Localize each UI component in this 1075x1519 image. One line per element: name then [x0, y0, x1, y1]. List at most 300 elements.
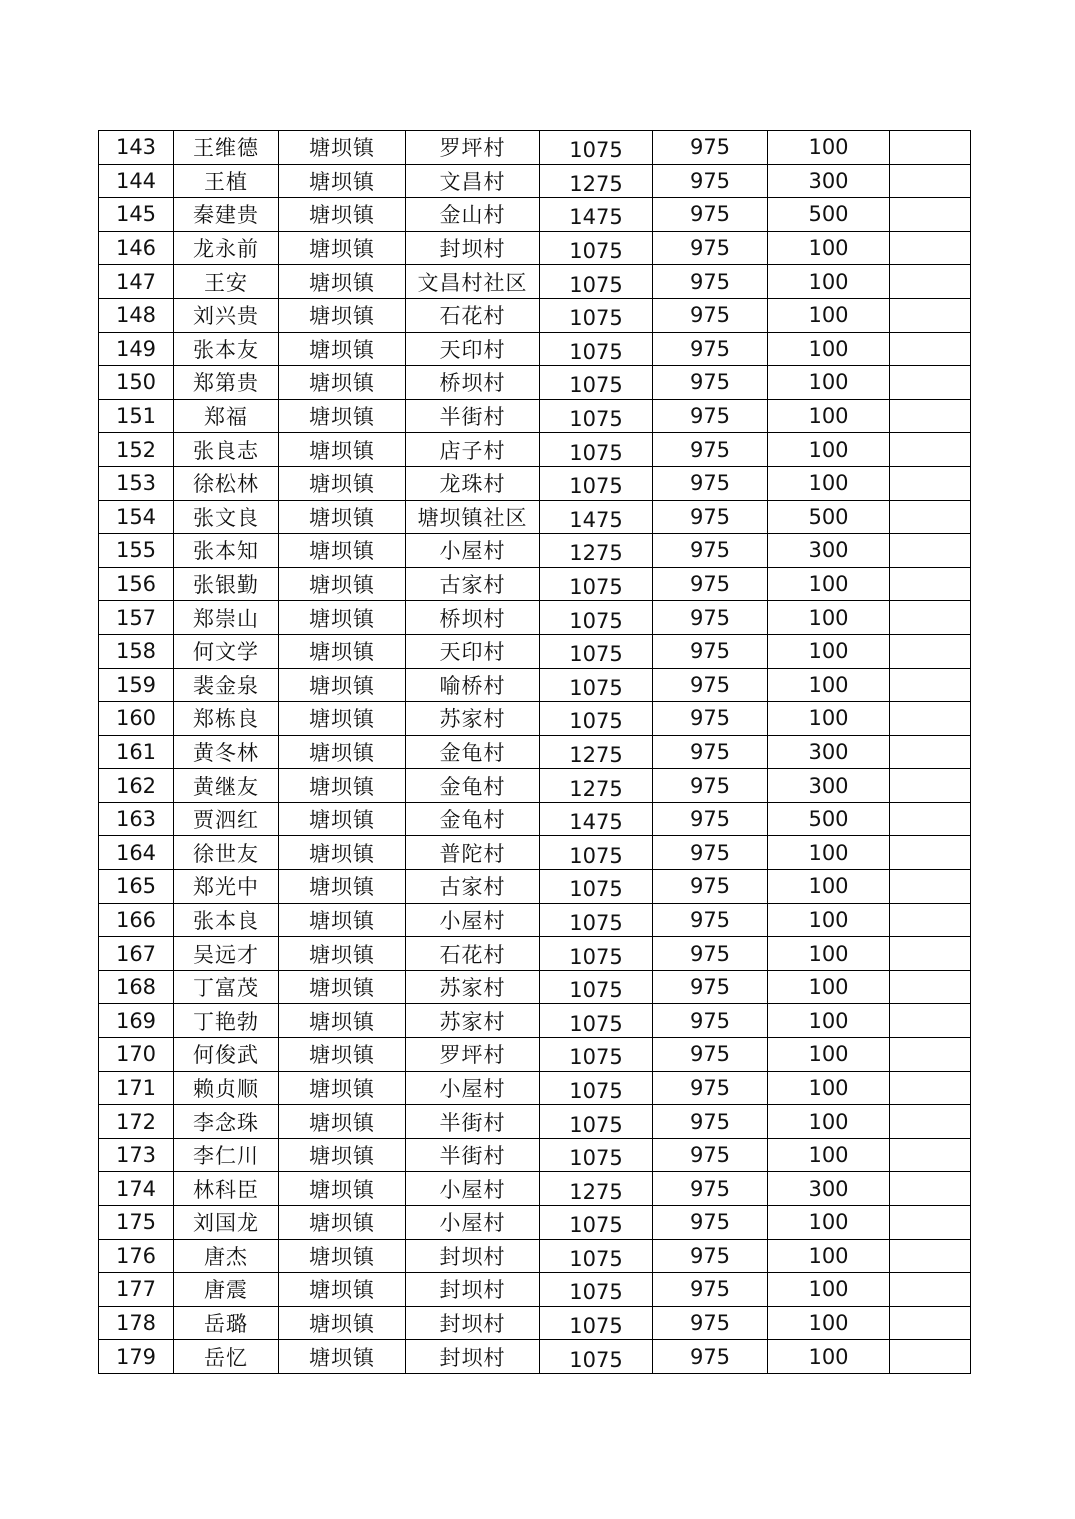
town-cell: 塘坝镇: [279, 903, 406, 937]
town-cell: 塘坝镇: [279, 231, 406, 265]
row-number: 164: [99, 836, 174, 870]
table-row: [99, 1172, 971, 1206]
row-number: 174: [99, 1172, 174, 1206]
remark-cell: [890, 1038, 971, 1072]
village-cell: 文昌村: [406, 164, 540, 198]
row-number: 144: [99, 164, 174, 198]
amount-total-cell: 1075: [540, 332, 653, 366]
village-cell: 封坝村: [406, 231, 540, 265]
town-cell: 塘坝镇: [279, 1206, 406, 1240]
table-row: [99, 1306, 971, 1340]
table-row: [99, 332, 971, 366]
remark-cell: [890, 1239, 971, 1273]
row-number: 160: [99, 702, 174, 736]
amount-extra-cell: 100: [768, 836, 890, 870]
town-cell: 塘坝镇: [279, 601, 406, 635]
amount-total-cell: 1075: [540, 298, 653, 332]
table-body: [99, 131, 971, 1374]
name-cell: 郑光中: [174, 870, 279, 904]
village-cell: 罗坪村: [406, 1038, 540, 1072]
remark-cell: [890, 1004, 971, 1038]
table-row: [99, 1273, 971, 1307]
amount-total-cell: 1075: [540, 1306, 653, 1340]
town-cell: 塘坝镇: [279, 534, 406, 568]
village-cell: 古家村: [406, 567, 540, 601]
village-cell: 金山村: [406, 198, 540, 232]
remark-cell: [890, 802, 971, 836]
name-cell: 张本知: [174, 534, 279, 568]
amount-extra-cell: 100: [768, 937, 890, 971]
table-row: [99, 534, 971, 568]
remark-cell: [890, 567, 971, 601]
row-number: 154: [99, 500, 174, 534]
row-number: 175: [99, 1206, 174, 1240]
amount-extra-cell: 100: [768, 702, 890, 736]
remark-cell: [890, 970, 971, 1004]
row-number: 157: [99, 601, 174, 635]
name-cell: 何俊武: [174, 1038, 279, 1072]
amount-total-cell: 1075: [540, 903, 653, 937]
town-cell: 塘坝镇: [279, 702, 406, 736]
amount-base-cell: 975: [653, 366, 768, 400]
name-cell: 郑崇山: [174, 601, 279, 635]
amount-extra-cell: 100: [768, 1004, 890, 1038]
village-cell: 塘坝镇社区: [406, 500, 540, 534]
town-cell: 塘坝镇: [279, 366, 406, 400]
town-cell: 塘坝镇: [279, 399, 406, 433]
remark-cell: [890, 1306, 971, 1340]
town-cell: 塘坝镇: [279, 1038, 406, 1072]
amount-extra-cell: 100: [768, 1038, 890, 1072]
town-cell: 塘坝镇: [279, 735, 406, 769]
row-number: 145: [99, 198, 174, 232]
amount-extra-cell: 100: [768, 332, 890, 366]
amount-base-cell: 975: [653, 702, 768, 736]
amount-base-cell: 975: [653, 1273, 768, 1307]
table-row: [99, 366, 971, 400]
amount-total-cell: 1075: [540, 668, 653, 702]
village-cell: 苏家村: [406, 970, 540, 1004]
amount-total-cell: 1075: [540, 937, 653, 971]
name-cell: 徐松林: [174, 466, 279, 500]
table-row: [99, 1038, 971, 1072]
town-cell: 塘坝镇: [279, 298, 406, 332]
village-cell: 桥坝村: [406, 366, 540, 400]
amount-total-cell: 1075: [540, 702, 653, 736]
amount-extra-cell: 100: [768, 870, 890, 904]
amount-extra-cell: 100: [768, 1071, 890, 1105]
amount-total-cell: 1275: [540, 534, 653, 568]
village-cell: 普陀村: [406, 836, 540, 870]
amount-total-cell: 1075: [540, 231, 653, 265]
table-row: [99, 1105, 971, 1139]
amount-base-cell: 975: [653, 870, 768, 904]
row-number: 155: [99, 534, 174, 568]
amount-base-cell: 975: [653, 1340, 768, 1374]
remark-cell: [890, 1071, 971, 1105]
name-cell: 吴远才: [174, 937, 279, 971]
table-row: [99, 668, 971, 702]
name-cell: 岳璐: [174, 1306, 279, 1340]
row-number: 170: [99, 1038, 174, 1072]
town-cell: 塘坝镇: [279, 1340, 406, 1374]
table-row: [99, 1340, 971, 1374]
village-cell: 金龟村: [406, 769, 540, 803]
table-row: [99, 298, 971, 332]
row-number: 169: [99, 1004, 174, 1038]
remark-cell: [890, 366, 971, 400]
town-cell: 塘坝镇: [279, 802, 406, 836]
amount-total-cell: 1075: [540, 366, 653, 400]
remark-cell: [890, 634, 971, 668]
amount-base-cell: 975: [653, 534, 768, 568]
amount-total-cell: 1275: [540, 735, 653, 769]
remark-cell: [890, 198, 971, 232]
table-row: [99, 131, 971, 165]
amount-base-cell: 975: [653, 1138, 768, 1172]
amount-total-cell: 1075: [540, 433, 653, 467]
table-row: [99, 567, 971, 601]
table-row: [99, 399, 971, 433]
table-row: [99, 601, 971, 635]
amount-base-cell: 975: [653, 198, 768, 232]
remark-cell: [890, 1172, 971, 1206]
row-number: 146: [99, 231, 174, 265]
amount-extra-cell: 100: [768, 1206, 890, 1240]
amount-total-cell: 1075: [540, 634, 653, 668]
remark-cell: [890, 332, 971, 366]
amount-base-cell: 975: [653, 1206, 768, 1240]
amount-extra-cell: 100: [768, 1273, 890, 1307]
amount-total-cell: 1075: [540, 1273, 653, 1307]
village-cell: 半街村: [406, 399, 540, 433]
amount-base-cell: 975: [653, 1004, 768, 1038]
amount-extra-cell: 100: [768, 634, 890, 668]
remark-cell: [890, 735, 971, 769]
town-cell: 塘坝镇: [279, 198, 406, 232]
village-cell: 喻桥村: [406, 668, 540, 702]
amount-total-cell: 1075: [540, 131, 653, 165]
town-cell: 塘坝镇: [279, 870, 406, 904]
amount-extra-cell: 100: [768, 567, 890, 601]
town-cell: 塘坝镇: [279, 131, 406, 165]
data-table: [98, 130, 971, 1374]
remark-cell: [890, 937, 971, 971]
row-number: 178: [99, 1306, 174, 1340]
row-number: 165: [99, 870, 174, 904]
amount-total-cell: 1075: [540, 970, 653, 1004]
amount-base-cell: 975: [653, 131, 768, 165]
table-row: [99, 735, 971, 769]
amount-base-cell: 975: [653, 668, 768, 702]
table-row: [99, 164, 971, 198]
row-number: 162: [99, 769, 174, 803]
amount-extra-cell: 100: [768, 601, 890, 635]
amount-extra-cell: 500: [768, 198, 890, 232]
amount-base-cell: 975: [653, 735, 768, 769]
town-cell: 塘坝镇: [279, 937, 406, 971]
town-cell: 塘坝镇: [279, 1071, 406, 1105]
remark-cell: [890, 399, 971, 433]
name-cell: 郑第贵: [174, 366, 279, 400]
table-row: [99, 1071, 971, 1105]
amount-extra-cell: 100: [768, 366, 890, 400]
table-row: [99, 769, 971, 803]
amount-extra-cell: 300: [768, 1172, 890, 1206]
village-cell: 封坝村: [406, 1273, 540, 1307]
amount-total-cell: 1075: [540, 399, 653, 433]
amount-total-cell: 1475: [540, 500, 653, 534]
town-cell: 塘坝镇: [279, 1172, 406, 1206]
name-cell: 王维德: [174, 131, 279, 165]
row-number: 159: [99, 668, 174, 702]
amount-base-cell: 975: [653, 836, 768, 870]
amount-total-cell: 1075: [540, 265, 653, 299]
remark-cell: [890, 466, 971, 500]
village-cell: 苏家村: [406, 702, 540, 736]
remark-cell: [890, 903, 971, 937]
amount-base-cell: 975: [653, 1306, 768, 1340]
amount-extra-cell: 100: [768, 231, 890, 265]
table-row: [99, 937, 971, 971]
town-cell: 塘坝镇: [279, 1004, 406, 1038]
amount-base-cell: 975: [653, 332, 768, 366]
amount-extra-cell: 300: [768, 769, 890, 803]
table-row: [99, 198, 971, 232]
remark-cell: [890, 1138, 971, 1172]
village-cell: 小屋村: [406, 534, 540, 568]
amount-extra-cell: 100: [768, 1138, 890, 1172]
row-number: 166: [99, 903, 174, 937]
name-cell: 张本良: [174, 903, 279, 937]
village-cell: 封坝村: [406, 1306, 540, 1340]
remark-cell: [890, 231, 971, 265]
table-row: [99, 903, 971, 937]
town-cell: 塘坝镇: [279, 1273, 406, 1307]
amount-extra-cell: 100: [768, 265, 890, 299]
remark-cell: [890, 769, 971, 803]
amount-base-cell: 975: [653, 769, 768, 803]
amount-extra-cell: 100: [768, 970, 890, 1004]
amount-base-cell: 975: [653, 466, 768, 500]
amount-extra-cell: 500: [768, 500, 890, 534]
town-cell: 塘坝镇: [279, 164, 406, 198]
amount-base-cell: 975: [653, 1172, 768, 1206]
name-cell: 龙永前: [174, 231, 279, 265]
village-cell: 店子村: [406, 433, 540, 467]
amount-base-cell: 975: [653, 1239, 768, 1273]
name-cell: 黄继友: [174, 769, 279, 803]
amount-total-cell: 1075: [540, 836, 653, 870]
name-cell: 徐世友: [174, 836, 279, 870]
amount-extra-cell: 100: [768, 466, 890, 500]
amount-total-cell: 1075: [540, 601, 653, 635]
town-cell: 塘坝镇: [279, 466, 406, 500]
table-row: [99, 702, 971, 736]
amount-base-cell: 975: [653, 1071, 768, 1105]
row-number: 150: [99, 366, 174, 400]
town-cell: 塘坝镇: [279, 1138, 406, 1172]
village-cell: 封坝村: [406, 1239, 540, 1273]
amount-extra-cell: 100: [768, 131, 890, 165]
amount-extra-cell: 100: [768, 298, 890, 332]
row-number: 179: [99, 1340, 174, 1374]
amount-base-cell: 975: [653, 1105, 768, 1139]
village-cell: 天印村: [406, 332, 540, 366]
row-number: 147: [99, 265, 174, 299]
name-cell: 张文良: [174, 500, 279, 534]
amount-total-cell: 1075: [540, 1071, 653, 1105]
village-cell: 苏家村: [406, 1004, 540, 1038]
remark-cell: [890, 164, 971, 198]
row-number: 168: [99, 970, 174, 1004]
remark-cell: [890, 534, 971, 568]
name-cell: 李仁川: [174, 1138, 279, 1172]
remark-cell: [890, 836, 971, 870]
town-cell: 塘坝镇: [279, 1239, 406, 1273]
row-number: 149: [99, 332, 174, 366]
village-cell: 金龟村: [406, 735, 540, 769]
name-cell: 郑栋良: [174, 702, 279, 736]
village-cell: 封坝村: [406, 1340, 540, 1374]
village-cell: 小屋村: [406, 903, 540, 937]
table-row: [99, 433, 971, 467]
table-row: [99, 634, 971, 668]
amount-extra-cell: 100: [768, 433, 890, 467]
amount-total-cell: 1075: [540, 870, 653, 904]
amount-total-cell: 1075: [540, 1239, 653, 1273]
amount-base-cell: 975: [653, 265, 768, 299]
table-row: [99, 1206, 971, 1240]
town-cell: 塘坝镇: [279, 433, 406, 467]
name-cell: 张银勤: [174, 567, 279, 601]
table-row: [99, 802, 971, 836]
name-cell: 唐震: [174, 1273, 279, 1307]
table-row: [99, 1138, 971, 1172]
row-number: 163: [99, 802, 174, 836]
amount-extra-cell: 100: [768, 903, 890, 937]
amount-extra-cell: 300: [768, 735, 890, 769]
table-row: [99, 836, 971, 870]
amount-total-cell: 1075: [540, 567, 653, 601]
row-number: 143: [99, 131, 174, 165]
row-number: 152: [99, 433, 174, 467]
amount-base-cell: 975: [653, 937, 768, 971]
table-row: [99, 1004, 971, 1038]
amount-total-cell: 1075: [540, 1004, 653, 1038]
remark-cell: [890, 298, 971, 332]
table-row: [99, 265, 971, 299]
town-cell: 塘坝镇: [279, 668, 406, 702]
amount-total-cell: 1275: [540, 1172, 653, 1206]
amount-base-cell: 975: [653, 231, 768, 265]
remark-cell: [890, 870, 971, 904]
amount-base-cell: 975: [653, 567, 768, 601]
amount-base-cell: 975: [653, 634, 768, 668]
village-cell: 小屋村: [406, 1071, 540, 1105]
name-cell: 刘兴贵: [174, 298, 279, 332]
row-number: 173: [99, 1138, 174, 1172]
name-cell: 刘国龙: [174, 1206, 279, 1240]
name-cell: 秦建贵: [174, 198, 279, 232]
table-row: [99, 870, 971, 904]
remark-cell: [890, 668, 971, 702]
remark-cell: [890, 131, 971, 165]
name-cell: 赖贞顺: [174, 1071, 279, 1105]
row-number: 167: [99, 937, 174, 971]
amount-total-cell: 1275: [540, 769, 653, 803]
village-cell: 文昌村社区: [406, 265, 540, 299]
town-cell: 塘坝镇: [279, 634, 406, 668]
name-cell: 何文学: [174, 634, 279, 668]
table-row: [99, 231, 971, 265]
village-cell: 半街村: [406, 1105, 540, 1139]
village-cell: 半街村: [406, 1138, 540, 1172]
amount-extra-cell: 300: [768, 534, 890, 568]
village-cell: 天印村: [406, 634, 540, 668]
village-cell: 罗坪村: [406, 131, 540, 165]
name-cell: 王安: [174, 265, 279, 299]
town-cell: 塘坝镇: [279, 1105, 406, 1139]
name-cell: 裴金泉: [174, 668, 279, 702]
row-number: 148: [99, 298, 174, 332]
amount-base-cell: 975: [653, 399, 768, 433]
name-cell: 丁艳勃: [174, 1004, 279, 1038]
row-number: 171: [99, 1071, 174, 1105]
amount-total-cell: 1075: [540, 1340, 653, 1374]
remark-cell: [890, 601, 971, 635]
amount-total-cell: 1075: [540, 466, 653, 500]
amount-base-cell: 975: [653, 601, 768, 635]
amount-extra-cell: 100: [768, 1306, 890, 1340]
table-row: [99, 970, 971, 1004]
village-cell: 桥坝村: [406, 601, 540, 635]
row-number: 176: [99, 1239, 174, 1273]
row-number: 153: [99, 466, 174, 500]
amount-base-cell: 975: [653, 1038, 768, 1072]
amount-extra-cell: 500: [768, 802, 890, 836]
amount-extra-cell: 100: [768, 399, 890, 433]
amount-total-cell: 1475: [540, 198, 653, 232]
town-cell: 塘坝镇: [279, 500, 406, 534]
village-cell: 石花村: [406, 937, 540, 971]
name-cell: 贾泗红: [174, 802, 279, 836]
name-cell: 林科臣: [174, 1172, 279, 1206]
amount-extra-cell: 100: [768, 1239, 890, 1273]
remark-cell: [890, 265, 971, 299]
amount-base-cell: 975: [653, 433, 768, 467]
village-cell: 金龟村: [406, 802, 540, 836]
amount-extra-cell: 100: [768, 668, 890, 702]
town-cell: 塘坝镇: [279, 332, 406, 366]
name-cell: 唐杰: [174, 1239, 279, 1273]
amount-base-cell: 975: [653, 500, 768, 534]
amount-extra-cell: 100: [768, 1105, 890, 1139]
amount-base-cell: 975: [653, 970, 768, 1004]
name-cell: 黄冬林: [174, 735, 279, 769]
row-number: 177: [99, 1273, 174, 1307]
row-number: 172: [99, 1105, 174, 1139]
name-cell: 李念珠: [174, 1105, 279, 1139]
amount-total-cell: 1075: [540, 1138, 653, 1172]
row-number: 151: [99, 399, 174, 433]
remark-cell: [890, 433, 971, 467]
town-cell: 塘坝镇: [279, 1306, 406, 1340]
remark-cell: [890, 1340, 971, 1374]
name-cell: 张良志: [174, 433, 279, 467]
remark-cell: [890, 702, 971, 736]
amount-total-cell: 1275: [540, 164, 653, 198]
